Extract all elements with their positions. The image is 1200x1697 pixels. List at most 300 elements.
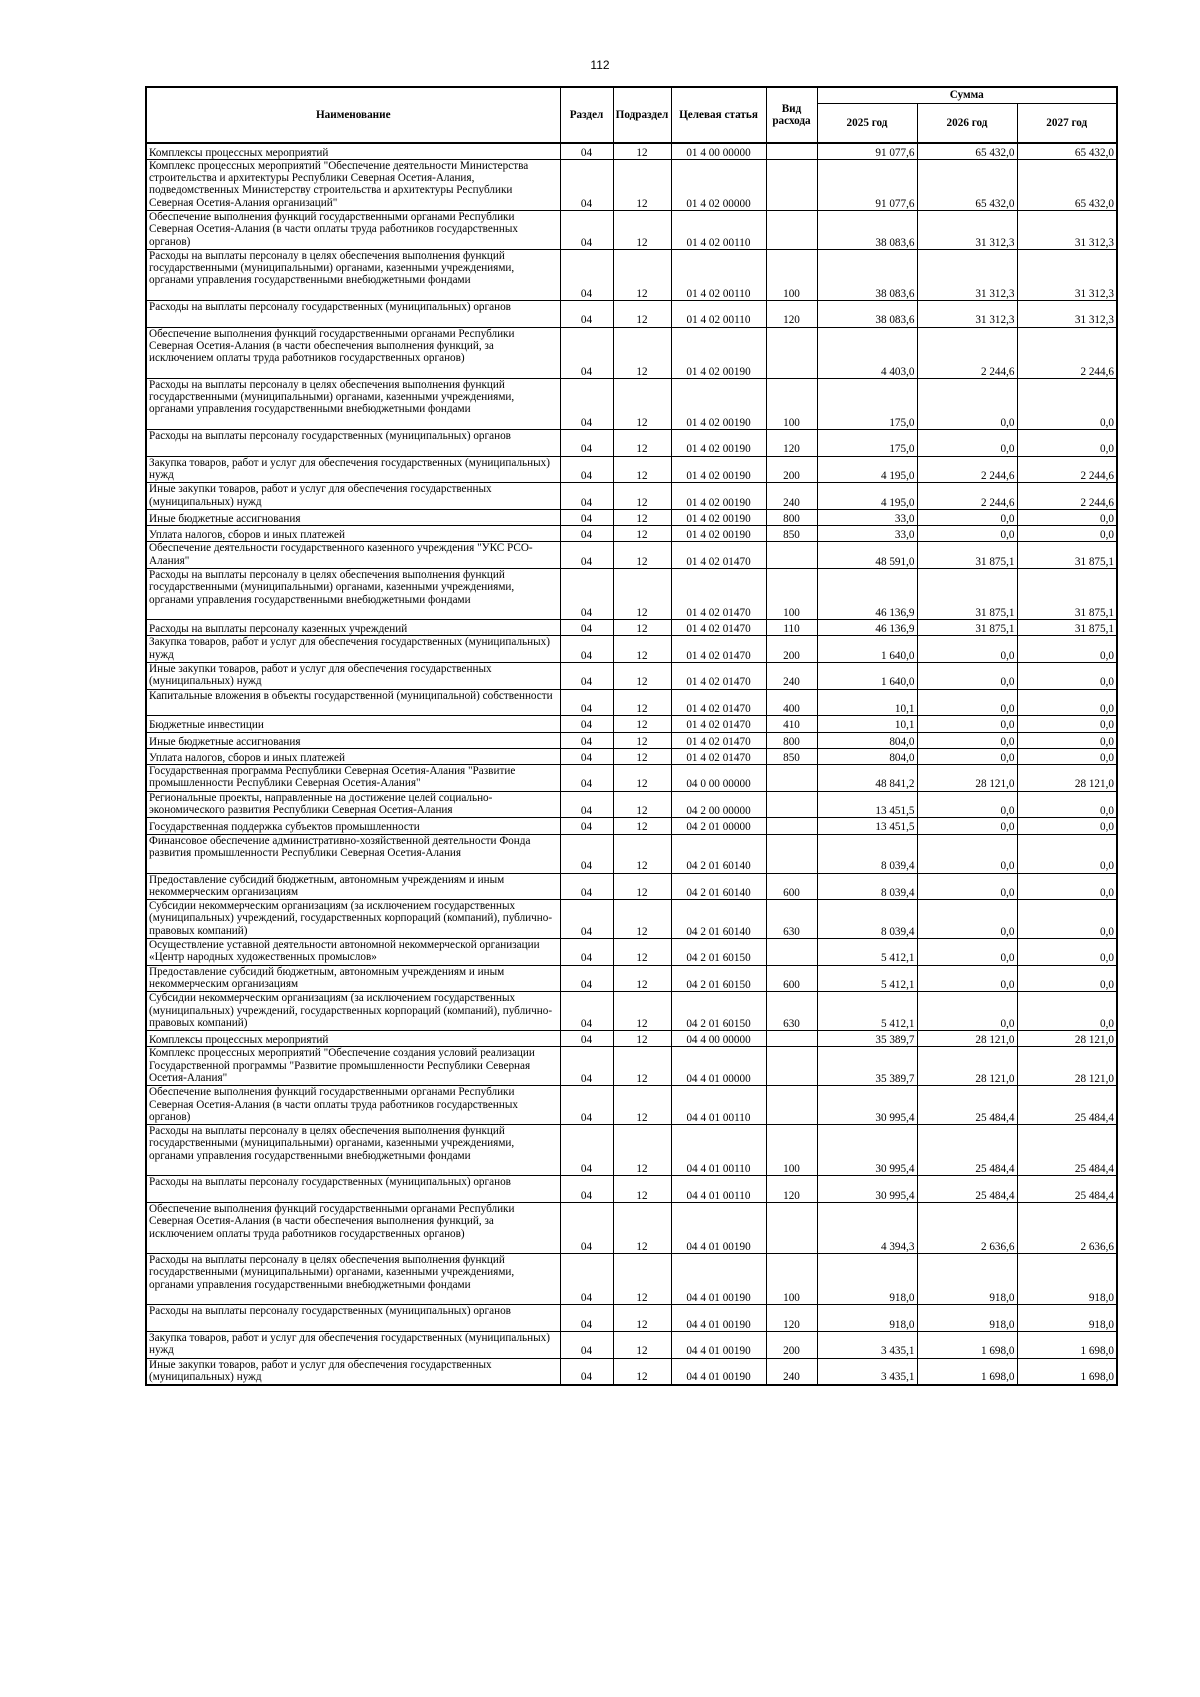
row-amount-2027-cell: 1 698,0 bbox=[1017, 1358, 1117, 1385]
table-row bbox=[146, 1202, 1117, 1253]
row-amount-2025-cell: 38 083,6 bbox=[817, 210, 917, 249]
row-expense-type-cell bbox=[766, 818, 817, 834]
row-expense-type-cell bbox=[766, 834, 817, 873]
row-target-cell: 04 2 01 60140 bbox=[671, 834, 766, 873]
row-name-cell: Субсидии некоммерческим организациям (за исключением государственных (муниципальных) учреждений, государственных корпораций (компаний), публично-правовых компаний) bbox=[146, 900, 560, 939]
row-amount-2027-cell: 0,0 bbox=[1017, 791, 1117, 818]
row-amount-2026-cell: 0,0 bbox=[917, 716, 1017, 732]
row-name-cell: Обеспечение выполнения функций государственными органами Республики Северная Осетия-Алания (в части обеспечения выполнения функций, за исключением оплаты труда работников государственных органов) bbox=[146, 1202, 560, 1253]
row-name-cell: Расходы на выплаты персоналу государственных (муниципальных) органов bbox=[146, 430, 560, 457]
table-row bbox=[146, 249, 1117, 300]
row-expense-type-cell: 630 bbox=[766, 992, 817, 1031]
table-row bbox=[146, 765, 1117, 792]
row-amount-2026-cell: 1 698,0 bbox=[917, 1331, 1017, 1358]
row-amount-2025-cell: 35 389,7 bbox=[817, 1047, 917, 1086]
row-amount-2026-cell: 0,0 bbox=[917, 663, 1017, 690]
row-amount-2026-cell: 0,0 bbox=[917, 965, 1017, 992]
row-subsection-cell: 12 bbox=[613, 620, 671, 636]
row-amount-2025-cell: 33,0 bbox=[817, 509, 917, 525]
row-subsection-cell: 12 bbox=[613, 1202, 671, 1253]
row-expense-type-cell: 120 bbox=[766, 1305, 817, 1332]
row-amount-2026-cell: 65 432,0 bbox=[917, 159, 1017, 210]
row-name-cell: Закупка товаров, работ и услуг для обеспечения государственных (муниципальных) нужд bbox=[146, 1331, 560, 1358]
row-amount-2026-cell: 31 312,3 bbox=[917, 210, 1017, 249]
row-name-cell: Комплексы процессных мероприятий bbox=[146, 143, 560, 159]
row-name-cell: Расходы на выплаты персоналу в целях обеспечения выполнения функций государственными (муниципальными) органами, казенными учреждениями, органами управления государственными внебюджетными фондами bbox=[146, 569, 560, 620]
row-amount-2027-cell: 2 244,6 bbox=[1017, 327, 1117, 378]
table-header bbox=[146, 87, 1117, 143]
row-section-cell: 04 bbox=[560, 483, 613, 510]
row-expense-type-cell: 600 bbox=[766, 873, 817, 900]
row-name-cell: Бюджетные инвестиции bbox=[146, 716, 560, 732]
header-section: Раздел bbox=[560, 87, 613, 143]
row-subsection-cell: 12 bbox=[613, 748, 671, 764]
row-amount-2027-cell: 0,0 bbox=[1017, 834, 1117, 873]
row-amount-2025-cell: 46 136,9 bbox=[817, 569, 917, 620]
row-amount-2025-cell: 30 995,4 bbox=[817, 1125, 917, 1176]
row-name-cell: Обеспечение выполнения функций государственными органами Республики Северная Осетия-Алания (в части обеспечения выполнения функций, за исключением оплаты труда работников государственных органов) bbox=[146, 327, 560, 378]
row-name-cell: Комплексы процессных мероприятий bbox=[146, 1031, 560, 1047]
row-name-cell: Региональные проекты, направленные на достижение целей социально-экономического развития Республики Северная Осетия-Алания bbox=[146, 791, 560, 818]
header-year-2025: 2025 год bbox=[817, 103, 917, 143]
row-target-cell: 01 4 02 00000 bbox=[671, 159, 766, 210]
row-target-cell: 01 4 02 00110 bbox=[671, 301, 766, 328]
row-expense-type-cell: 100 bbox=[766, 569, 817, 620]
table-row bbox=[146, 143, 1117, 159]
row-subsection-cell: 12 bbox=[613, 716, 671, 732]
row-amount-2026-cell: 0,0 bbox=[917, 430, 1017, 457]
row-expense-type-cell: 850 bbox=[766, 526, 817, 542]
row-section-cell: 04 bbox=[560, 716, 613, 732]
page-number: 112 bbox=[590, 58, 610, 72]
row-amount-2027-cell: 0,0 bbox=[1017, 663, 1117, 690]
row-expense-type-cell bbox=[766, 1031, 817, 1047]
row-subsection-cell: 12 bbox=[613, 542, 671, 569]
row-amount-2027-cell: 0,0 bbox=[1017, 818, 1117, 834]
row-amount-2025-cell: 38 083,6 bbox=[817, 249, 917, 300]
row-name-cell: Обеспечение деятельности государственного казенного учреждения "УКС РСО-Алания" bbox=[146, 542, 560, 569]
row-amount-2025-cell: 5 412,1 bbox=[817, 965, 917, 992]
row-section-cell: 04 bbox=[560, 1176, 613, 1203]
table-row bbox=[146, 430, 1117, 457]
row-section-cell: 04 bbox=[560, 210, 613, 249]
row-name-cell: Обеспечение выполнения функций государственными органами Республики Северная Осетия-Алания (в части оплаты труда работников государственных органов) bbox=[146, 210, 560, 249]
header-expense-type: Вид расхода bbox=[766, 87, 817, 143]
row-subsection-cell: 12 bbox=[613, 1305, 671, 1332]
row-amount-2025-cell: 8 039,4 bbox=[817, 900, 917, 939]
row-section-cell: 04 bbox=[560, 965, 613, 992]
row-amount-2026-cell: 0,0 bbox=[917, 873, 1017, 900]
row-subsection-cell: 12 bbox=[613, 1031, 671, 1047]
row-expense-type-cell: 800 bbox=[766, 509, 817, 525]
row-name-cell: Иные закупки товаров, работ и услуг для обеспечения государственных (муниципальных) нужд bbox=[146, 483, 560, 510]
row-name-cell: Государственная поддержка субъектов промышленности bbox=[146, 818, 560, 834]
row-amount-2026-cell: 25 484,4 bbox=[917, 1086, 1017, 1125]
row-section-cell: 04 bbox=[560, 992, 613, 1031]
row-amount-2026-cell: 0,0 bbox=[917, 378, 1017, 429]
row-section-cell: 04 bbox=[560, 526, 613, 542]
row-subsection-cell: 12 bbox=[613, 1086, 671, 1125]
row-expense-type-cell: 240 bbox=[766, 1358, 817, 1385]
row-name-cell: Расходы на выплаты персоналу казенных учреждений bbox=[146, 620, 560, 636]
row-name-cell: Обеспечение выполнения функций государственными органами Республики Северная Осетия-Алания (в части оплаты труда работников государственных органов) bbox=[146, 1086, 560, 1125]
row-amount-2025-cell: 5 412,1 bbox=[817, 939, 917, 966]
row-amount-2025-cell: 48 591,0 bbox=[817, 542, 917, 569]
header-target: Целевая статья bbox=[671, 87, 766, 143]
row-subsection-cell: 12 bbox=[613, 663, 671, 690]
table-row bbox=[146, 1031, 1117, 1047]
row-section-cell: 04 bbox=[560, 542, 613, 569]
table-row bbox=[146, 526, 1117, 542]
row-amount-2025-cell: 38 083,6 bbox=[817, 301, 917, 328]
row-section-cell: 04 bbox=[560, 689, 613, 716]
row-amount-2027-cell: 1 698,0 bbox=[1017, 1331, 1117, 1358]
row-subsection-cell: 12 bbox=[613, 1125, 671, 1176]
row-subsection-cell: 12 bbox=[613, 1047, 671, 1086]
row-target-cell: 01 4 02 01470 bbox=[671, 748, 766, 764]
row-name-cell: Государственная программа Республики Северная Осетия-Алания "Развитие промышленности Республики Северная Осетия-Алания" bbox=[146, 765, 560, 792]
row-amount-2027-cell: 31 312,3 bbox=[1017, 249, 1117, 300]
row-section-cell: 04 bbox=[560, 569, 613, 620]
row-target-cell: 01 4 02 01470 bbox=[671, 689, 766, 716]
row-amount-2026-cell: 0,0 bbox=[917, 509, 1017, 525]
row-amount-2027-cell: 31 312,3 bbox=[1017, 210, 1117, 249]
row-target-cell: 01 4 02 00190 bbox=[671, 430, 766, 457]
row-expense-type-cell: 850 bbox=[766, 748, 817, 764]
row-subsection-cell: 12 bbox=[613, 143, 671, 159]
table-row bbox=[146, 159, 1117, 210]
row-section-cell: 04 bbox=[560, 620, 613, 636]
row-amount-2026-cell: 1 698,0 bbox=[917, 1358, 1017, 1385]
row-name-cell: Финансовое обеспечение административно-хозяйственной деятельности Фонда развития промышленности Республики Северная Осетия-Алания bbox=[146, 834, 560, 873]
row-target-cell: 01 4 00 00000 bbox=[671, 143, 766, 159]
header-subsection: Подраздел bbox=[613, 87, 671, 143]
row-expense-type-cell bbox=[766, 1047, 817, 1086]
row-amount-2027-cell: 0,0 bbox=[1017, 939, 1117, 966]
budget-table bbox=[145, 86, 1118, 1386]
row-section-cell: 04 bbox=[560, 873, 613, 900]
row-amount-2026-cell: 918,0 bbox=[917, 1305, 1017, 1332]
row-target-cell: 04 2 01 60140 bbox=[671, 873, 766, 900]
row-section-cell: 04 bbox=[560, 378, 613, 429]
row-subsection-cell: 12 bbox=[613, 430, 671, 457]
row-amount-2025-cell: 1 640,0 bbox=[817, 636, 917, 663]
row-amount-2027-cell: 2 244,6 bbox=[1017, 456, 1117, 483]
row-target-cell: 04 4 01 00190 bbox=[671, 1202, 766, 1253]
header-year-2026: 2026 год bbox=[917, 103, 1017, 143]
row-expense-type-cell: 120 bbox=[766, 430, 817, 457]
row-subsection-cell: 12 bbox=[613, 1254, 671, 1305]
row-amount-2025-cell: 4 195,0 bbox=[817, 456, 917, 483]
row-section-cell: 04 bbox=[560, 327, 613, 378]
row-expense-type-cell bbox=[766, 210, 817, 249]
row-section-cell: 04 bbox=[560, 1047, 613, 1086]
table-row bbox=[146, 569, 1117, 620]
row-expense-type-cell: 240 bbox=[766, 663, 817, 690]
row-section-cell: 04 bbox=[560, 1202, 613, 1253]
row-section-cell: 04 bbox=[560, 663, 613, 690]
row-amount-2026-cell: 2 244,6 bbox=[917, 456, 1017, 483]
row-amount-2027-cell: 0,0 bbox=[1017, 732, 1117, 748]
row-target-cell: 04 2 01 60140 bbox=[671, 900, 766, 939]
row-subsection-cell: 12 bbox=[613, 992, 671, 1031]
row-name-cell: Закупка товаров, работ и услуг для обеспечения государственных (муниципальных) нужд bbox=[146, 636, 560, 663]
row-amount-2026-cell: 0,0 bbox=[917, 834, 1017, 873]
row-amount-2026-cell: 0,0 bbox=[917, 689, 1017, 716]
row-target-cell: 01 4 02 00190 bbox=[671, 526, 766, 542]
row-amount-2025-cell: 8 039,4 bbox=[817, 834, 917, 873]
row-subsection-cell: 12 bbox=[613, 327, 671, 378]
row-amount-2027-cell: 918,0 bbox=[1017, 1305, 1117, 1332]
row-section-cell: 04 bbox=[560, 159, 613, 210]
row-amount-2026-cell: 25 484,4 bbox=[917, 1176, 1017, 1203]
table-row bbox=[146, 791, 1117, 818]
row-subsection-cell: 12 bbox=[613, 301, 671, 328]
row-name-cell: Иные закупки товаров, работ и услуг для обеспечения государственных (муниципальных) нужд bbox=[146, 1358, 560, 1385]
row-amount-2026-cell: 0,0 bbox=[917, 992, 1017, 1031]
row-amount-2027-cell: 65 432,0 bbox=[1017, 159, 1117, 210]
row-section-cell: 04 bbox=[560, 143, 613, 159]
row-name-cell: Расходы на выплаты персоналу государственных (муниципальных) органов bbox=[146, 1305, 560, 1332]
row-section-cell: 04 bbox=[560, 249, 613, 300]
row-subsection-cell: 12 bbox=[613, 249, 671, 300]
row-subsection-cell: 12 bbox=[613, 159, 671, 210]
row-amount-2025-cell: 4 195,0 bbox=[817, 483, 917, 510]
row-amount-2027-cell: 0,0 bbox=[1017, 526, 1117, 542]
row-target-cell: 04 4 01 00110 bbox=[671, 1176, 766, 1203]
row-expense-type-cell bbox=[766, 939, 817, 966]
row-section-cell: 04 bbox=[560, 1031, 613, 1047]
row-expense-type-cell: 630 bbox=[766, 900, 817, 939]
table-row bbox=[146, 716, 1117, 732]
row-expense-type-cell bbox=[766, 765, 817, 792]
row-expense-type-cell: 100 bbox=[766, 249, 817, 300]
row-subsection-cell: 12 bbox=[613, 509, 671, 525]
row-name-cell: Расходы на выплаты персоналу государственных (муниципальных) органов bbox=[146, 301, 560, 328]
row-expense-type-cell: 400 bbox=[766, 689, 817, 716]
row-amount-2025-cell: 91 077,6 bbox=[817, 159, 917, 210]
row-target-cell: 04 2 01 60150 bbox=[671, 939, 766, 966]
row-expense-type-cell bbox=[766, 1086, 817, 1125]
table-row bbox=[146, 992, 1117, 1031]
row-expense-type-cell bbox=[766, 542, 817, 569]
table-row bbox=[146, 834, 1117, 873]
row-amount-2027-cell: 2 636,6 bbox=[1017, 1202, 1117, 1253]
row-amount-2027-cell: 0,0 bbox=[1017, 430, 1117, 457]
row-subsection-cell: 12 bbox=[613, 1331, 671, 1358]
row-name-cell: Расходы на выплаты персоналу государственных (муниципальных) органов bbox=[146, 1176, 560, 1203]
row-subsection-cell: 12 bbox=[613, 456, 671, 483]
row-section-cell: 04 bbox=[560, 1358, 613, 1385]
row-amount-2025-cell: 46 136,9 bbox=[817, 620, 917, 636]
row-section-cell: 04 bbox=[560, 430, 613, 457]
row-amount-2027-cell: 2 244,6 bbox=[1017, 483, 1117, 510]
table-row bbox=[146, 456, 1117, 483]
row-expense-type-cell bbox=[766, 143, 817, 159]
row-subsection-cell: 12 bbox=[613, 526, 671, 542]
row-amount-2027-cell: 28 121,0 bbox=[1017, 1031, 1117, 1047]
table-row bbox=[146, 1047, 1117, 1086]
row-amount-2026-cell: 2 636,6 bbox=[917, 1202, 1017, 1253]
row-name-cell: Расходы на выплаты персоналу в целях обеспечения выполнения функций государственными (муниципальными) органами, казенными учреждениями, органами управления государственными внебюджетными фондами bbox=[146, 1125, 560, 1176]
row-amount-2025-cell: 33,0 bbox=[817, 526, 917, 542]
row-amount-2025-cell: 30 995,4 bbox=[817, 1176, 917, 1203]
row-subsection-cell: 12 bbox=[613, 873, 671, 900]
row-expense-type-cell: 120 bbox=[766, 1176, 817, 1203]
row-target-cell: 01 4 02 00190 bbox=[671, 378, 766, 429]
table-row bbox=[146, 1086, 1117, 1125]
table-row bbox=[146, 689, 1117, 716]
row-amount-2026-cell: 2 244,6 bbox=[917, 483, 1017, 510]
row-subsection-cell: 12 bbox=[613, 1358, 671, 1385]
row-amount-2027-cell: 0,0 bbox=[1017, 378, 1117, 429]
row-subsection-cell: 12 bbox=[613, 791, 671, 818]
row-subsection-cell: 12 bbox=[613, 378, 671, 429]
row-amount-2026-cell: 0,0 bbox=[917, 791, 1017, 818]
row-amount-2025-cell: 4 394,3 bbox=[817, 1202, 917, 1253]
row-subsection-cell: 12 bbox=[613, 900, 671, 939]
row-amount-2025-cell: 13 451,5 bbox=[817, 818, 917, 834]
row-name-cell: Иные бюджетные ассигнования bbox=[146, 732, 560, 748]
row-subsection-cell: 12 bbox=[613, 965, 671, 992]
row-name-cell: Предоставление субсидий бюджетным, автономным учреждениям и иным некоммерческим организациям bbox=[146, 965, 560, 992]
row-amount-2026-cell: 0,0 bbox=[917, 636, 1017, 663]
row-amount-2025-cell: 175,0 bbox=[817, 430, 917, 457]
row-amount-2026-cell: 65 432,0 bbox=[917, 143, 1017, 159]
row-amount-2026-cell: 31 312,3 bbox=[917, 249, 1017, 300]
row-section-cell: 04 bbox=[560, 1254, 613, 1305]
row-amount-2025-cell: 175,0 bbox=[817, 378, 917, 429]
row-amount-2025-cell: 13 451,5 bbox=[817, 791, 917, 818]
row-target-cell: 01 4 02 01470 bbox=[671, 620, 766, 636]
table-row bbox=[146, 748, 1117, 764]
row-target-cell: 01 4 02 01470 bbox=[671, 732, 766, 748]
row-amount-2025-cell: 91 077,6 bbox=[817, 143, 917, 159]
row-amount-2027-cell: 31 875,1 bbox=[1017, 569, 1117, 620]
row-amount-2027-cell: 31 875,1 bbox=[1017, 620, 1117, 636]
row-name-cell: Уплата налогов, сборов и иных платежей bbox=[146, 748, 560, 764]
table-body bbox=[146, 143, 1117, 1385]
row-target-cell: 01 4 02 01470 bbox=[671, 716, 766, 732]
header-year-2027: 2027 год bbox=[1017, 103, 1117, 143]
table-row bbox=[146, 1331, 1117, 1358]
row-amount-2027-cell: 0,0 bbox=[1017, 636, 1117, 663]
row-expense-type-cell: 110 bbox=[766, 620, 817, 636]
row-amount-2026-cell: 31 312,3 bbox=[917, 301, 1017, 328]
row-amount-2027-cell: 65 432,0 bbox=[1017, 143, 1117, 159]
row-amount-2025-cell: 10,1 bbox=[817, 689, 917, 716]
row-amount-2026-cell: 0,0 bbox=[917, 748, 1017, 764]
table-row bbox=[146, 509, 1117, 525]
row-amount-2027-cell: 28 121,0 bbox=[1017, 1047, 1117, 1086]
row-name-cell: Расходы на выплаты персоналу в целях обеспечения выполнения функций государственными (муниципальными) органами, казенными учреждениями, органами управления государственными внебюджетными фондами bbox=[146, 249, 560, 300]
row-target-cell: 04 2 01 60150 bbox=[671, 965, 766, 992]
row-subsection-cell: 12 bbox=[613, 483, 671, 510]
row-subsection-cell: 12 bbox=[613, 636, 671, 663]
table-row bbox=[146, 900, 1117, 939]
row-expense-type-cell: 240 bbox=[766, 483, 817, 510]
row-subsection-cell: 12 bbox=[613, 732, 671, 748]
row-amount-2025-cell: 918,0 bbox=[817, 1254, 917, 1305]
row-section-cell: 04 bbox=[560, 834, 613, 873]
row-name-cell: Расходы на выплаты персоналу в целях обеспечения выполнения функций государственными (муниципальными) органами, казенными учреждениями, органами управления государственными внебюджетными фондами bbox=[146, 378, 560, 429]
row-amount-2025-cell: 3 435,1 bbox=[817, 1358, 917, 1385]
row-name-cell: Капитальные вложения в объекты государственной (муниципальной) собственности bbox=[146, 689, 560, 716]
row-amount-2025-cell: 4 403,0 bbox=[817, 327, 917, 378]
row-name-cell: Субсидии некоммерческим организациям (за исключением государственных (муниципальных) учреждений, государственных корпораций (компаний), публично-правовых компаний) bbox=[146, 992, 560, 1031]
row-amount-2027-cell: 0,0 bbox=[1017, 992, 1117, 1031]
row-section-cell: 04 bbox=[560, 456, 613, 483]
row-expense-type-cell bbox=[766, 1202, 817, 1253]
row-amount-2027-cell: 31 875,1 bbox=[1017, 542, 1117, 569]
table-row bbox=[146, 620, 1117, 636]
row-expense-type-cell: 100 bbox=[766, 378, 817, 429]
row-amount-2026-cell: 918,0 bbox=[917, 1254, 1017, 1305]
row-amount-2027-cell: 0,0 bbox=[1017, 716, 1117, 732]
row-target-cell: 04 0 00 00000 bbox=[671, 765, 766, 792]
table-row bbox=[146, 1176, 1117, 1203]
row-amount-2025-cell: 3 435,1 bbox=[817, 1331, 917, 1358]
row-amount-2026-cell: 0,0 bbox=[917, 526, 1017, 542]
row-section-cell: 04 bbox=[560, 818, 613, 834]
row-amount-2027-cell: 25 484,4 bbox=[1017, 1176, 1117, 1203]
row-amount-2025-cell: 804,0 bbox=[817, 748, 917, 764]
row-section-cell: 04 bbox=[560, 748, 613, 764]
table-row bbox=[146, 939, 1117, 966]
row-amount-2026-cell: 0,0 bbox=[917, 900, 1017, 939]
table-row bbox=[146, 483, 1117, 510]
row-target-cell: 01 4 02 01470 bbox=[671, 663, 766, 690]
row-target-cell: 04 2 01 00000 bbox=[671, 818, 766, 834]
row-section-cell: 04 bbox=[560, 301, 613, 328]
row-amount-2027-cell: 0,0 bbox=[1017, 509, 1117, 525]
row-expense-type-cell: 200 bbox=[766, 636, 817, 663]
row-expense-type-cell bbox=[766, 159, 817, 210]
row-amount-2025-cell: 1 640,0 bbox=[817, 663, 917, 690]
row-target-cell: 04 4 01 00190 bbox=[671, 1358, 766, 1385]
row-amount-2026-cell: 31 875,1 bbox=[917, 620, 1017, 636]
row-expense-type-cell bbox=[766, 327, 817, 378]
row-name-cell: Иные закупки товаров, работ и услуг для обеспечения государственных (муниципальных) нужд bbox=[146, 663, 560, 690]
row-amount-2026-cell: 31 875,1 bbox=[917, 569, 1017, 620]
row-name-cell: Комплекс процессных мероприятий "Обеспечение деятельности Министерства строительства и архитектуры Республики Северная Осетия-Алания, подведомственных Министерству строительства и архитектуры Республики Северная Осетия-Алания организаций" bbox=[146, 159, 560, 210]
table-row bbox=[146, 1305, 1117, 1332]
row-amount-2027-cell: 0,0 bbox=[1017, 689, 1117, 716]
table-row bbox=[146, 965, 1117, 992]
row-target-cell: 04 4 01 00000 bbox=[671, 1047, 766, 1086]
row-expense-type-cell: 200 bbox=[766, 456, 817, 483]
row-amount-2026-cell: 0,0 bbox=[917, 818, 1017, 834]
row-expense-type-cell: 410 bbox=[766, 716, 817, 732]
table-row bbox=[146, 301, 1117, 328]
row-target-cell: 04 2 00 00000 bbox=[671, 791, 766, 818]
row-section-cell: 04 bbox=[560, 939, 613, 966]
table-row bbox=[146, 818, 1117, 834]
header-name: Наименование bbox=[146, 87, 560, 143]
row-expense-type-cell: 800 bbox=[766, 732, 817, 748]
row-amount-2027-cell: 0,0 bbox=[1017, 873, 1117, 900]
row-target-cell: 04 4 01 00110 bbox=[671, 1086, 766, 1125]
row-amount-2025-cell: 48 841,2 bbox=[817, 765, 917, 792]
row-subsection-cell: 12 bbox=[613, 939, 671, 966]
row-target-cell: 01 4 02 00190 bbox=[671, 483, 766, 510]
table-row bbox=[146, 210, 1117, 249]
row-amount-2027-cell: 0,0 bbox=[1017, 965, 1117, 992]
table-row bbox=[146, 732, 1117, 748]
row-amount-2026-cell: 28 121,0 bbox=[917, 765, 1017, 792]
row-section-cell: 04 bbox=[560, 509, 613, 525]
row-amount-2027-cell: 25 484,4 bbox=[1017, 1086, 1117, 1125]
